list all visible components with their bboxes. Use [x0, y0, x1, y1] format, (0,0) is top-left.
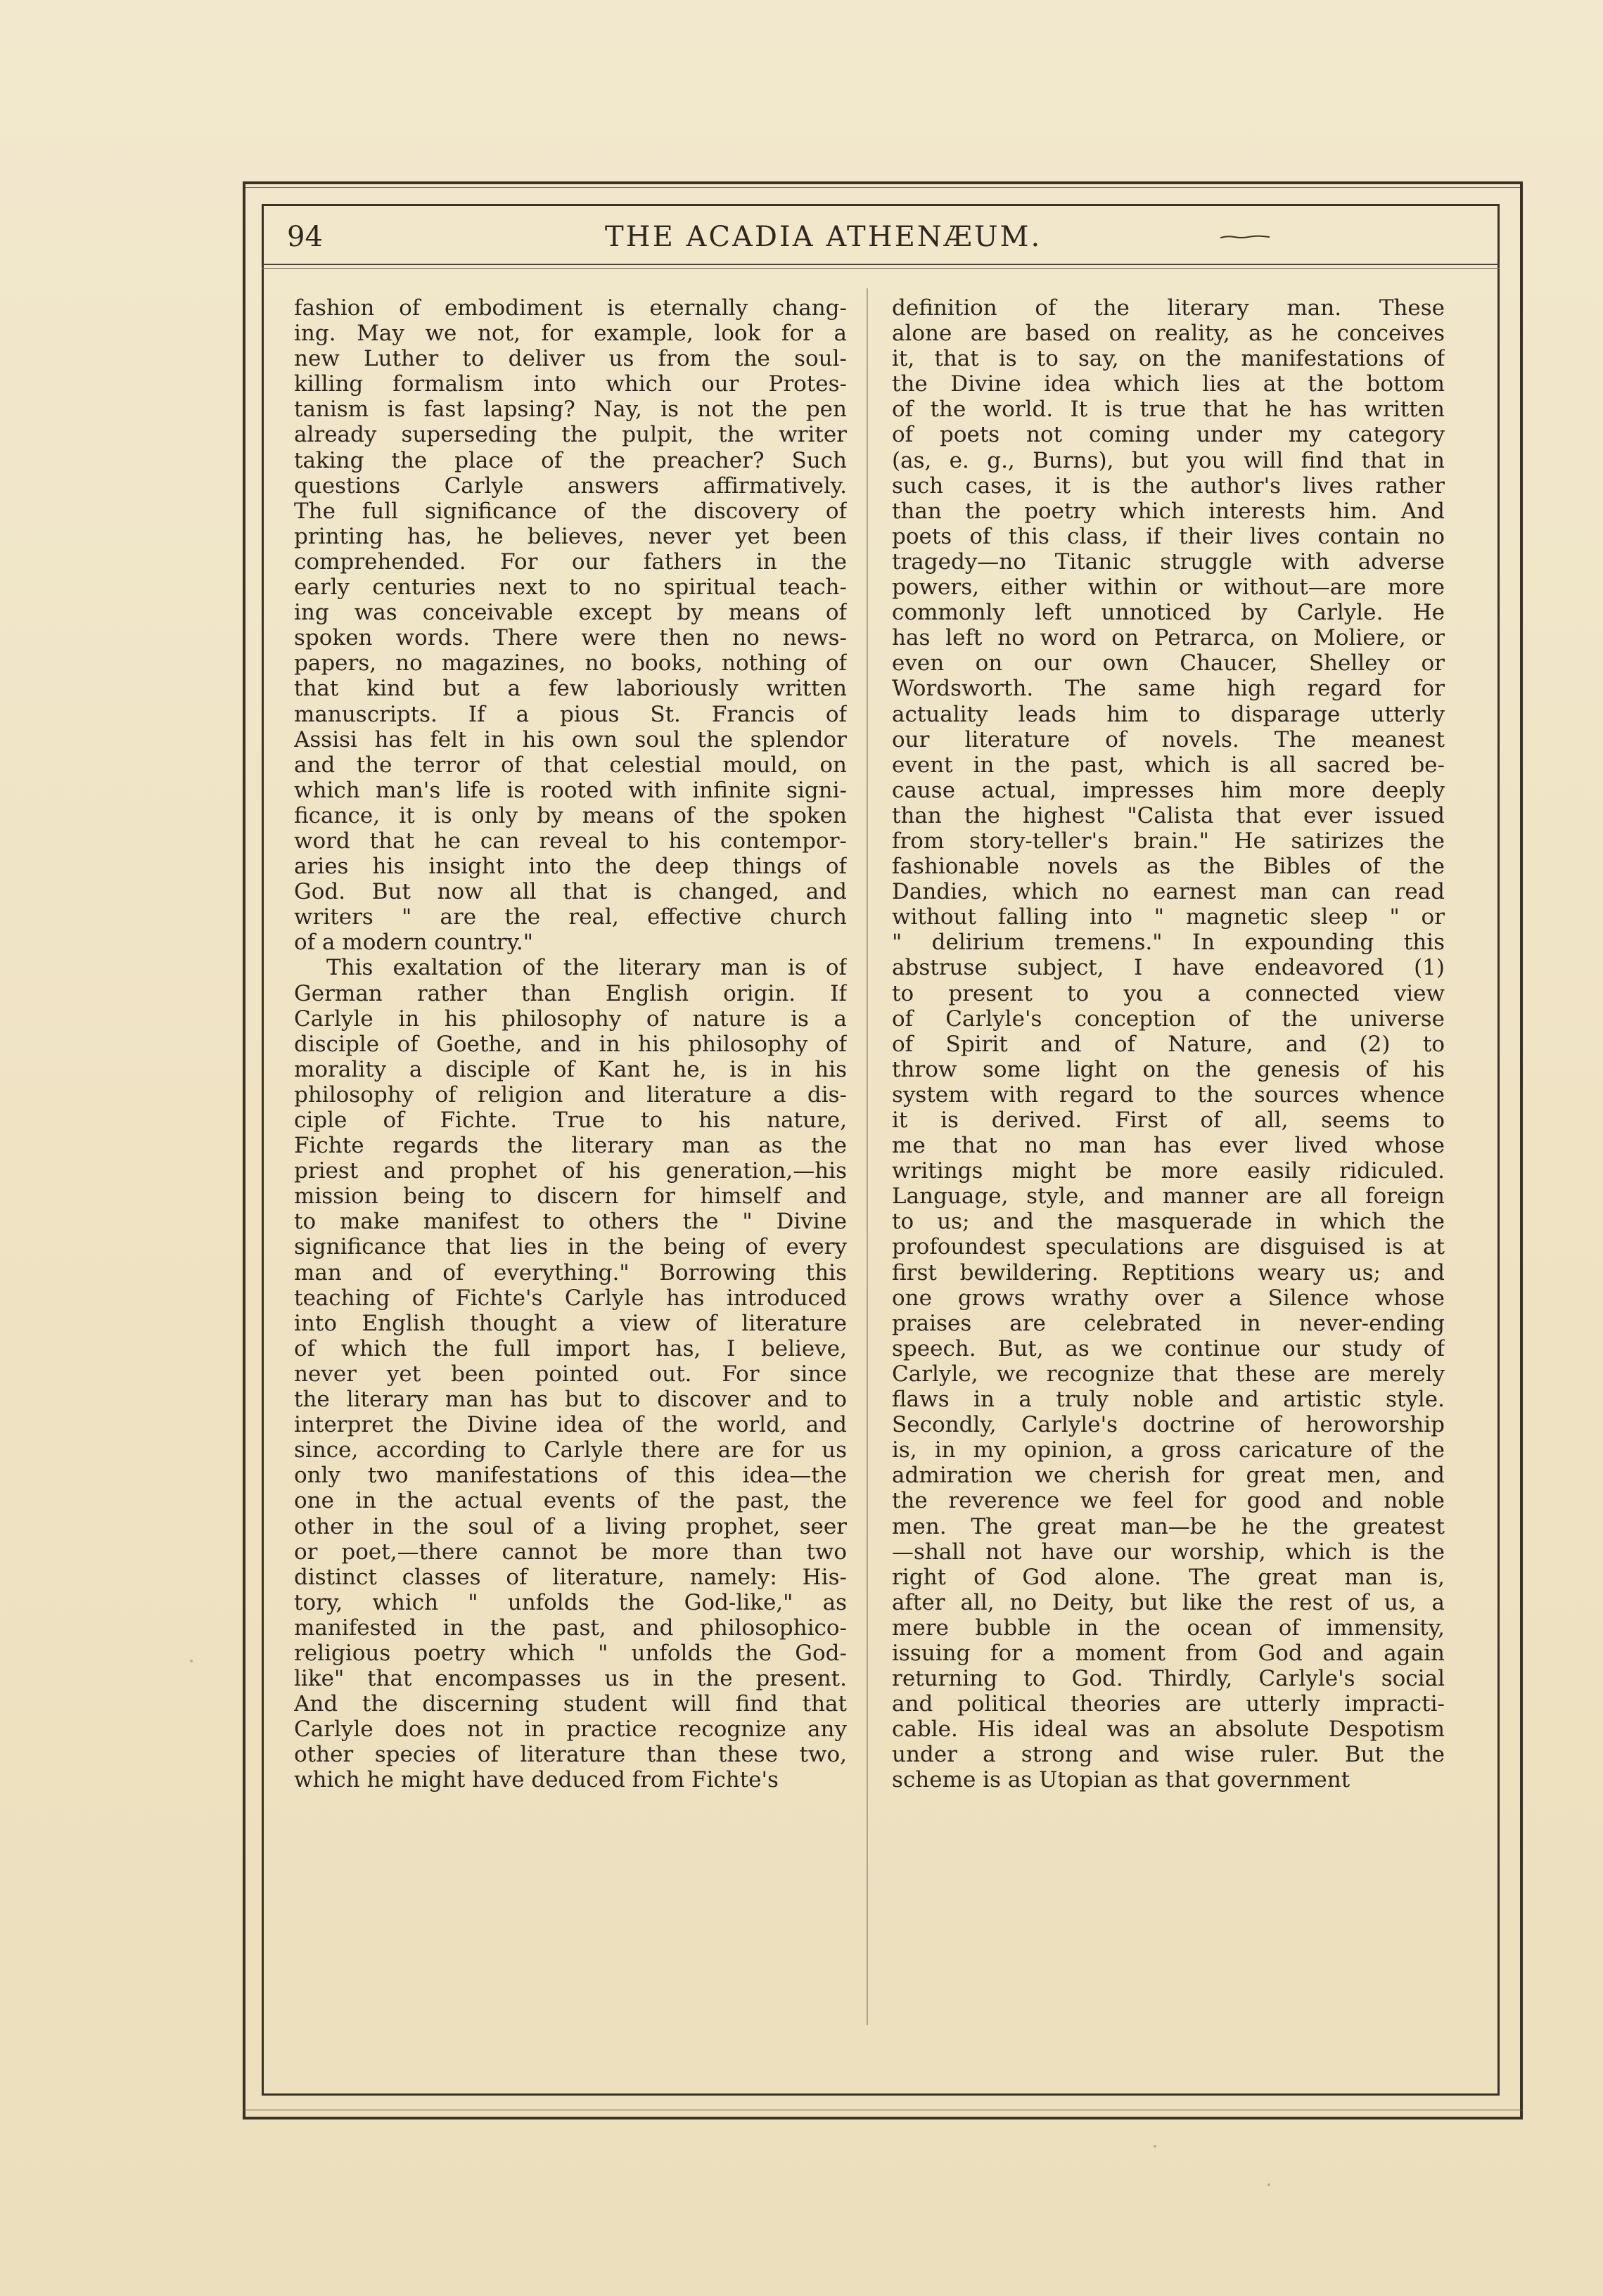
left-column-line: manuscripts. If a pious St. Francis of	[294, 701, 847, 727]
running-head: THE ACADIA ATHENÆUM.	[605, 221, 1042, 253]
right-column-line: system with regard to the sources whence	[892, 1082, 1445, 1108]
left-column-line: Assisi has felt in his own soul the splendor	[294, 726, 847, 752]
left-column-line: and the terror of that celestial mould, on	[294, 752, 847, 778]
right-column-line: definition of the literary man. These	[892, 295, 1445, 321]
right-column-line: flaws in a truly noble and artistic style.	[892, 1387, 1445, 1413]
left-column-line: of a modern country."	[294, 930, 533, 956]
paper-speck	[190, 1660, 193, 1662]
right-column-line: fashionable novels as the Bibles of the	[892, 854, 1445, 880]
left-column-line: Carlyle does not in practice recognize any	[294, 1717, 847, 1743]
right-column-line: to us; and the masquerade in which the	[892, 1209, 1445, 1235]
left-column-line: like" that encompasses us in the present.	[294, 1666, 847, 1692]
left-column-line: ficance, it is only by means of the spoken	[294, 802, 847, 828]
left-column-line: German rather than English origin. If	[294, 980, 847, 1006]
right-column-line: of the world. It is true that he has written	[892, 397, 1445, 423]
right-column-line: Carlyle, we recognize that these are merely	[892, 1361, 1445, 1387]
page-number: 94	[287, 221, 323, 253]
right-column-line: powers, either within or without—are more	[892, 575, 1445, 601]
left-column-line: comprehended. For our fathers in the	[294, 549, 847, 575]
left-column-line: which man's life is rooted with infinite signi-	[294, 777, 847, 803]
left-column-line: Carlyle in his philosophy of nature is a	[294, 1006, 847, 1032]
right-column-line: it, that is to say, on the manifestations of	[892, 346, 1445, 372]
top-rule	[243, 181, 1523, 184]
left-column-line: word that he can reveal to his contempor-	[294, 828, 847, 854]
left-column-line: philosophy of religion and literature a dis-	[294, 1082, 847, 1108]
left-column-line: never yet been pointed out. For since	[294, 1361, 847, 1387]
right-column-line: —shall not have our worship, which is the	[892, 1539, 1445, 1565]
right-column-line: alone are based on reality, as he conceives	[892, 321, 1445, 347]
paper-speck	[1154, 2145, 1156, 2148]
column-divider	[867, 288, 868, 2025]
right-column-line: it is derived. First of all, seems to	[892, 1108, 1445, 1133]
right-column-line: profoundest speculations are disguised is at	[892, 1234, 1445, 1260]
right-column-line: commonly left unnoticed by Carlyle. He	[892, 600, 1445, 626]
right-column-line: Wordsworth. The same high regard for	[892, 676, 1445, 702]
right-column-line: than the highest "Calista that ever issued	[892, 802, 1445, 828]
left-column-line: tory, which " unfolds the God-like," as	[294, 1589, 847, 1615]
left-column-line: early centuries next to no spiritual teach-	[294, 575, 847, 601]
left-column-line: since, according to Carlyle there are for us	[294, 1437, 847, 1463]
right-column-line: of Spirit and of Nature, and (2) to	[892, 1031, 1445, 1057]
right-column	[892, 295, 1445, 1793]
left-column-line: writers " are the real, effective church	[294, 904, 847, 930]
right-column-line: scheme is as Utopian as that government	[892, 1767, 1350, 1793]
right-column-line: tragedy—no Titanic struggle with adverse	[892, 549, 1445, 575]
right-column-line: of Carlyle's conception of the universe	[892, 1006, 1445, 1032]
right-column-line: one grows wrathy over a Silence whose	[892, 1285, 1445, 1311]
right-column-line: cause actual, impresses him more deeply	[892, 777, 1445, 803]
left-column-line: distinct classes of literature, namely: His-	[294, 1564, 847, 1590]
left-column-line: the literary man has but to discover and to	[294, 1387, 847, 1413]
left-column-line: of which the full import has, I believe,	[294, 1335, 847, 1361]
right-column-line: our literature of novels. The meanest	[892, 726, 1445, 752]
left-column-line: other species of literature than these two,	[294, 1742, 847, 1768]
right-column-line: the reverence we feel for good and noble	[892, 1488, 1445, 1514]
right-column-line: me that no man has ever lived whose	[892, 1133, 1445, 1159]
right-column-line: speech. But, as we continue our study of	[892, 1335, 1445, 1361]
right-column-line: and political theories are utterly impracti-	[892, 1691, 1445, 1717]
left-column-line: God. But now all that is changed, and	[294, 879, 847, 905]
left-column-line: And the discerning student will find that	[294, 1691, 847, 1717]
right-column-line: the Divine idea which lies at the bottom	[892, 371, 1445, 397]
right-column-line: is, in my opinion, a gross caricature of the	[892, 1437, 1445, 1463]
left-column-line: or poet,—there cannot be more than two	[294, 1539, 847, 1565]
left-column-line: Fichte regards the literary man as the	[294, 1133, 847, 1159]
left-column-line: ing was conceivable except by means of	[294, 600, 847, 626]
left-column-line: teaching of Fichte's Carlyle has introduced	[294, 1285, 847, 1311]
left-column-line: new Luther to deliver us from the soul-	[294, 346, 847, 372]
left-column-line: questions Carlyle answers affirmatively.	[294, 473, 847, 499]
left-column-line: mission being to discern for himself and	[294, 1184, 847, 1210]
right-column-line: men. The great man—be he the greatest	[892, 1513, 1445, 1539]
left-column-line: papers, no magazines, no books, nothing of	[294, 650, 847, 676]
right-column-line: " delirium tremens." In expounding this	[892, 930, 1445, 956]
right-column-line: of poets not coming under my category	[892, 422, 1445, 448]
left-column-line: taking the place of the preacher? Such	[294, 447, 847, 473]
left-column-line: manifested in the past, and philosophico-	[294, 1615, 847, 1641]
left-column-line: other in the soul of a living prophet, seer	[294, 1513, 847, 1539]
right-column-line: than the poetry which interests him. And	[892, 498, 1445, 524]
top-rule-thin	[243, 187, 1523, 188]
left-column-line: killing formalism into which our Protes-	[294, 371, 847, 397]
left-column-line: religious poetry which " unfolds the God-	[294, 1640, 847, 1666]
right-column-line: (as, e. g., Burns), but you will find that in	[892, 447, 1445, 473]
left-column-line: This exaltation of the literary man is of	[326, 955, 847, 981]
right-column-line: abstruse subject, I have endeavored (1)	[892, 955, 1445, 981]
left-column-line: interpret the Divine idea of the world, and	[294, 1412, 847, 1438]
left-column-line: that kind but a few laboriously written	[294, 676, 847, 702]
left-column-line: only two manifestations of this idea—the	[294, 1463, 847, 1489]
left-column-line: ciple of Fichte. True to his nature,	[294, 1108, 847, 1133]
left-column-line: into English thought a view of literature	[294, 1310, 847, 1336]
right-column-line: Dandies, which no earnest man can read	[892, 879, 1445, 905]
left-column-line: fashion of embodiment is eternally chang-	[294, 295, 847, 321]
left-column-line: man and of everything." Borrowing this	[294, 1259, 847, 1285]
left-column-line: The full significance of the discovery of	[294, 498, 847, 524]
left-column-line: printing has, he believes, never yet been	[294, 523, 847, 549]
right-column-line: event in the past, which is all sacred be-	[892, 752, 1445, 778]
left-column-line: morality a disciple of Kant he, is in his	[294, 1056, 847, 1082]
left-column	[294, 295, 847, 1793]
right-column-line: from story-teller's brain." He satirizes the	[892, 828, 1445, 854]
right-column-line: right of God alone. The great man is,	[892, 1564, 1445, 1590]
right-column-line: Secondly, Carlyle's doctrine of heroworship	[892, 1412, 1445, 1438]
left-column-line: priest and prophet of his generation,—his	[294, 1158, 847, 1184]
right-border	[1520, 181, 1523, 2119]
header-rule-thin	[262, 268, 1500, 269]
left-column-line: spoken words. There were then no news-	[294, 625, 847, 651]
right-column-line: under a strong and wise ruler. But the	[892, 1742, 1445, 1768]
right-column-line: cable. His ideal was an absolute Despotism	[892, 1717, 1445, 1743]
right-column-line: to present to you a connected view	[892, 980, 1445, 1006]
right-column-line: first bewildering. Reptitions weary us; and	[892, 1259, 1445, 1285]
left-border	[243, 181, 245, 2119]
left-column-line: which he might have deduced from Fichte's	[294, 1767, 779, 1793]
right-column-line: writings might be more easily ridiculed.	[892, 1158, 1445, 1184]
left-column-line: tanism is fast lapsing? Nay, is not the pen	[294, 397, 847, 423]
left-column-line: to make manifest to others the " Divine	[294, 1209, 847, 1235]
right-column-line: throw some light on the genesis of his	[892, 1056, 1445, 1082]
right-column-line: mere bubble in the ocean of immensity,	[892, 1615, 1445, 1641]
right-column-line: praises are celebrated in never-ending	[892, 1310, 1445, 1336]
left-column-line: one in the actual events of the past, the	[294, 1488, 847, 1514]
right-column-line: even on our own Chaucer, Shelley or	[892, 650, 1445, 676]
left-column-line: ing. May we not, for example, look for a	[294, 321, 847, 347]
left-column-line: already superseding the pulpit, the writer	[294, 422, 847, 448]
header-rule	[262, 264, 1500, 265]
right-column-line: Language, style, and manner are all foreign	[892, 1184, 1445, 1210]
right-column-line: after all, no Deity, but like the rest of us, a	[892, 1589, 1445, 1615]
header-ornament-icon	[1220, 235, 1270, 239]
right-column-line: such cases, it is the author's lives rather	[892, 473, 1445, 499]
left-column-line: significance that lies in the being of every	[294, 1234, 847, 1260]
bottom-rule	[243, 2117, 1523, 2119]
right-column-line: has left no word on Petrarca, on Moliere, or	[892, 625, 1445, 651]
left-column-line: aries his insight into the deep things of	[294, 854, 847, 880]
right-column-line: returning to God. Thirdly, Carlyle's social	[892, 1666, 1445, 1692]
right-column-line: without falling into " magnetic sleep " or	[892, 904, 1445, 930]
right-column-line: admiration we cherish for great men, and	[892, 1463, 1445, 1489]
right-column-line: actuality leads him to disparage utterly	[892, 701, 1445, 727]
left-column-line: disciple of Goethe, and in his philosophy of	[294, 1031, 847, 1057]
right-column-line: issuing for a moment from God and again	[892, 1640, 1445, 1666]
right-column-line: poets of this class, if their lives contain no	[892, 523, 1445, 549]
paper-speck	[1267, 2183, 1270, 2186]
